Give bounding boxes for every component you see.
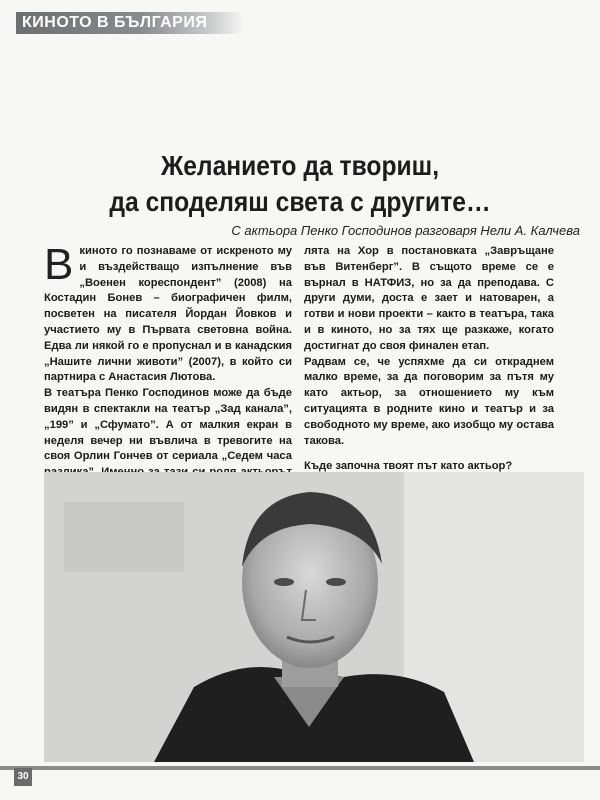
headline-line-2: да споделяш света с другите… — [109, 186, 491, 217]
headline-line-1: Желанието да твориш, — [160, 150, 440, 181]
drop-cap: В — [44, 240, 74, 289]
interview-question: Къде започна твоят път като актьор? — [304, 460, 513, 473]
page-footer-strip — [0, 766, 600, 770]
article-byline: С актьора Пенко Господинов разговаря Нели А. Калчева — [231, 223, 580, 238]
portrait-illustration — [44, 472, 584, 762]
section-title: КИНОТО В БЪЛГАРИЯ — [22, 14, 208, 31]
article-headline — [36, 148, 564, 220]
paragraph-interview-intro: Радвам се, че успяхме да си откраднем малко време, за да поговорим за пътя му като актьор, за отношението му към ситуацията в родните кино и театър и за свободното му време, ако изобщо му остава такова. — [304, 355, 554, 447]
portrait-photo — [44, 472, 584, 762]
page-number: 30 — [14, 768, 32, 786]
intro-text: киното го познаваме от искреното му и въздействащо изпълнение във „Военен кореспондент” (2008) на Костадин Бонев – биографичен филм, посветен на писателя Йордан Йовков и участието му в Първата световна война. Едва ли някой го е пропуснал и в канадския „Нашите лични животи” (2007), в който си партнира с Анастасия Лютова. — [44, 245, 292, 384]
paragraph-intro — [44, 240, 292, 386]
paragraph-continued: лята на Хор в постановката „Завръщане във Витенберг”. В същото време се е върнал в НАТФИЗ, но за да преподава. С други думи, доста е зает и натоварен, а готви и нови проекти – както в театъра, така и в киното, но за тях ще разкаже, когато достигнат до своя финален етап. — [304, 245, 554, 352]
paragraph-theatre: В театъра Пенко Господинов може да бъде видян в спектакли на театър „Зад канала”, „199” и „Сфумато”. А от малкия екран в неделя вечер ни въвлича в тревогите на своя Орлин Гончев от сериала „Седем часа — [44, 387, 292, 463]
